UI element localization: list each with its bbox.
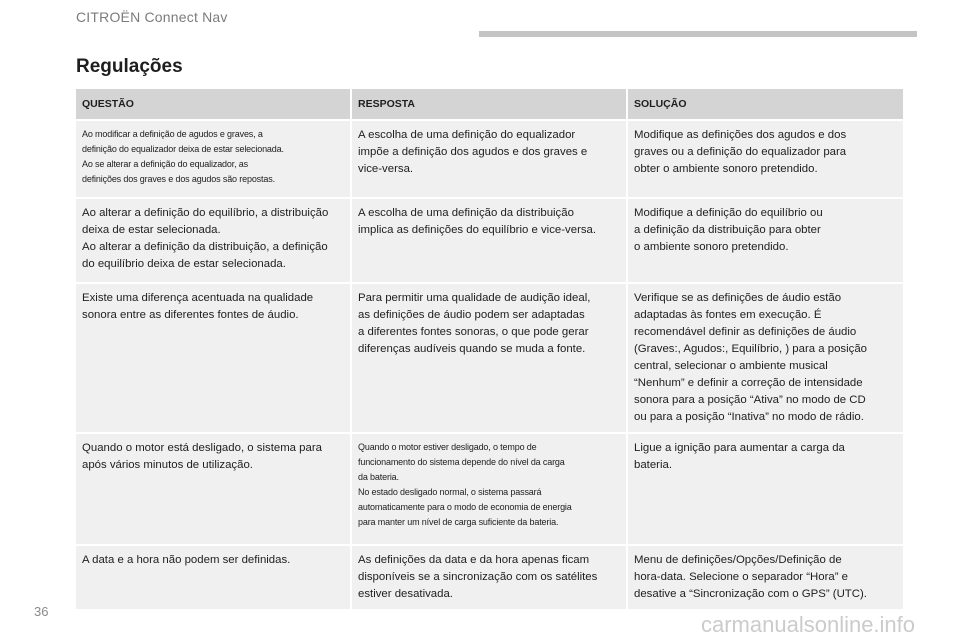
- cell-text-line: após vários minutos de utilização.: [82, 459, 253, 471]
- cell-text-line: bateria.: [634, 459, 672, 471]
- cell-text-line: as definições de áudio podem ser adaptadas: [358, 309, 585, 321]
- cell-text-line: disponíveis se a sincronização com os satélites: [358, 571, 598, 583]
- cell-text-line: obter o ambiente sonoro pretendido.: [634, 163, 818, 175]
- header-divider-bar: [479, 31, 917, 37]
- cell-text-line: graves ou a definição do equalizador para: [634, 146, 847, 158]
- answer-cell: [351, 545, 627, 610]
- page-number: 36: [34, 604, 49, 619]
- cell-text-line: do equilíbrio deixa de estar selecionada.: [82, 258, 286, 270]
- column-header-answer: RESPOSTA: [351, 89, 627, 120]
- table-row: [76, 433, 903, 545]
- cell-text-line: A escolha de uma definição da distribuição: [358, 207, 574, 219]
- troubleshooting-table: [76, 89, 903, 611]
- table-header-row: [76, 89, 903, 120]
- solution-cell: [627, 283, 903, 433]
- answer-cell: [351, 198, 627, 283]
- question-cell: [76, 198, 351, 283]
- solution-cell: [627, 120, 903, 198]
- cell-text-line: sonora para a posição “Ativa” no modo de CD: [634, 394, 866, 406]
- cell-text-line: funcionamento do sistema depende do nível da carga: [358, 457, 565, 467]
- question-cell: [76, 433, 351, 545]
- cell-text-line: hora-data. Selecione o separador “Hora” e: [634, 571, 849, 583]
- cell-text-line: estiver desativada.: [358, 588, 453, 600]
- cell-text-line: adaptadas às fontes em execução. É: [634, 309, 822, 321]
- table-row: [76, 120, 903, 198]
- cell-text-line: vice-versa.: [358, 163, 414, 175]
- watermark-text: carmanualsonline.info: [701, 612, 916, 637]
- table-row: [76, 545, 903, 610]
- cell-text-line: implica as definições do equilíbrio e vice-versa.: [358, 224, 597, 236]
- cell-text-line: diferenças audíveis quando se muda a fonte.: [358, 343, 586, 355]
- cell-text-line: Quando o motor estiver desligado, o tempo de: [358, 442, 537, 452]
- cell-text-line: definições dos graves e dos agudos são repostas.: [82, 174, 275, 184]
- cell-text-line: Ao modificar a definição de agudos e graves, a: [82, 129, 263, 139]
- manual-header-title: CITROËN Connect Nav: [76, 9, 228, 25]
- solution-cell: [627, 198, 903, 283]
- cell-text-line: impõe a definição dos agudos e dos graves e: [358, 146, 588, 158]
- page-title: Regulações: [76, 56, 183, 77]
- cell-text-line: automaticamente para o modo de economia de energia: [358, 502, 572, 512]
- column-header-solution: SOLUÇÃO: [627, 89, 903, 120]
- cell-text-line: Ao alterar a definição do equilíbrio, a distribuição: [82, 207, 329, 219]
- cell-text-line: central, selecionar o ambiente musical: [634, 360, 828, 372]
- cell-text-line: Quando o motor está desligado, o sistema para: [82, 442, 322, 454]
- solution-cell: [627, 545, 903, 610]
- cell-text-line: a definição da distribuição para obter: [634, 224, 821, 236]
- cell-text-line: A data e a hora não podem ser definidas.: [82, 554, 291, 566]
- cell-text-line: Ao se alterar a definição do equalizador, as: [82, 159, 249, 169]
- cell-text-line: para manter um nível de carga suficiente da bateria.: [358, 517, 559, 527]
- cell-text-line: da bateria.: [358, 472, 399, 482]
- table-row: [76, 198, 903, 283]
- cell-text-line: No estado desligado normal, o sistema passará: [358, 487, 542, 497]
- answer-cell: [351, 283, 627, 433]
- question-cell: [76, 120, 351, 198]
- column-header-question: QUESTÃO: [76, 89, 351, 120]
- cell-text-line: As definições da data e da hora apenas ficam: [358, 554, 590, 566]
- cell-text-line: Ao alterar a definição da distribuição, a definição: [82, 241, 328, 253]
- question-cell: [76, 545, 351, 610]
- cell-text-line: deixa de estar selecionada.: [82, 224, 221, 236]
- cell-text-line: definição do equalizador deixa de estar selecionada.: [82, 144, 284, 154]
- question-cell: [76, 283, 351, 433]
- cell-text-line: Modifique as definições dos agudos e dos: [634, 129, 847, 141]
- cell-text-line: Menu de definições/Opções/Definição de: [634, 554, 842, 566]
- cell-text-line: Existe uma diferença acentuada na qualidade: [82, 292, 314, 304]
- cell-text-line: ou para a posição “Inativa” no modo de rádio.: [634, 411, 864, 423]
- cell-text-line: Verifique se as definições de áudio estão: [634, 292, 842, 304]
- cell-text-line: desative a “Sincronização com o GPS” (UTC).: [634, 588, 867, 600]
- cell-text-line: (Graves:, Agudos:, Equilíbrio, ) para a posição: [634, 343, 867, 355]
- cell-text-line: Ligue a ignição para aumentar a carga da: [634, 442, 845, 454]
- solution-cell: [627, 433, 903, 545]
- cell-text-line: recomendável definir as definições de áudio: [634, 326, 857, 338]
- cell-text-line: a diferentes fontes sonoras, o que pode gerar: [358, 326, 589, 338]
- cell-text-line: A escolha de uma definição do equalizador: [358, 129, 576, 141]
- cell-text-line: Para permitir uma qualidade de audição ideal,: [358, 292, 591, 304]
- answer-cell: [351, 433, 627, 545]
- cell-text-line: sonora entre as diferentes fontes de áudio.: [82, 309, 299, 321]
- cell-text-line: o ambiente sonoro pretendido.: [634, 241, 789, 253]
- cell-text-line: Modifique a definição do equilíbrio ou: [634, 207, 823, 219]
- cell-text-line: “Nenhum” e definir a correção de intensidade: [634, 377, 863, 389]
- answer-cell: [351, 120, 627, 198]
- table-row: [76, 283, 903, 433]
